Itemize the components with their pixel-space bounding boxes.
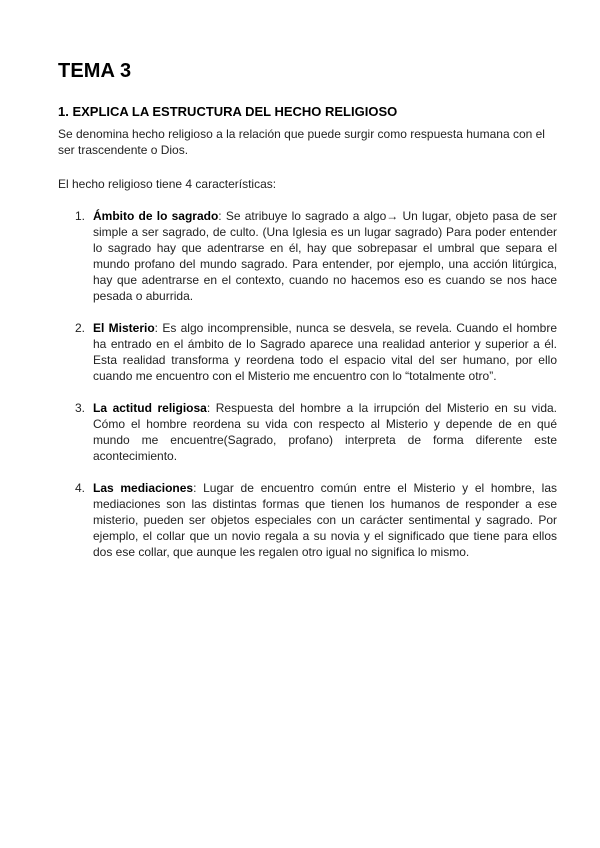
list-item-text: : Se atribuye lo sagrado a algo→ Un lugar, objeto pasa de ser simple a ser sagrado, de culto. (Una Iglesia es un lugar sagrado) Para poder entender lo sagrado hay que adentrarse en él, hay que sobrepasar el umbral que separa el mundo profano del mundo sagrado. Para entender, por ejemplo, una acción litúrgica, hay que adentrarse en el contexto, cuando no hacemos eso es cuando se nos hace pesada o aburrida. [93,209,557,303]
list-item-body [93,208,557,304]
document-title: TEMA 3 [58,60,132,82]
list-item-body [93,400,557,464]
list-item-body [93,480,557,560]
section-heading: 1. EXPLICA LA ESTRUCTURA DEL HECHO RELIGIOSO [58,104,398,119]
intro-paragraph: Se denomina hecho religioso a la relación que puede surgir como respuesta humana con el ser trascendente o Dios. [58,127,545,157]
list-item-text: : Es algo incomprensible, nunca se desvela, se revela. Cuando el hombre ha entrado en el ámbito de lo Sagrado aparece una realidad anterior y superior a él. Esta realidad transforma y reordena todo el espacio vital del ser humano, por ello cuando me encuentro con el Misterio me encuentro con lo “totalmente otro”. [93,321,558,383]
list-item-body [93,320,557,384]
list-item-number: 4. [75,481,86,495]
list-item-number: 2. [75,321,86,335]
list-item-mediaciones [75,480,557,560]
list-item-number: 1. [75,209,86,223]
list-item-term: El Misterio [93,321,155,335]
list-item-text: : Lugar de encuentro común entre el Misterio y el hombre, las mediaciones son las distintas formas que tienen los humanos de responder a ese misterio, pueden ser objetos especiales con un carácter sentimental y sagrado. Por ejemplo, el collar que un novio regala a su novia y el significado que tiene para ellos dos ese collar, que aunque les regalen otro igual no significa lo mismo. [93,481,557,559]
list-item-term: Ámbito de lo sagrado [93,209,219,223]
list-item-term: La actitud religiosa [93,401,207,415]
list-item-misterio [75,320,557,384]
list-item-term: Las mediaciones [93,481,194,495]
list-item-number: 3. [75,401,86,415]
list-lead-paragraph: El hecho religioso tiene 4 características: [58,177,277,191]
list-item-actitud-religiosa [75,400,557,464]
list-item-ambito-sagrado [75,208,557,304]
list-item-text: : Respuesta del hombre a la irrupción del Misterio en su vida. Cómo el hombre reordena su vida con respecto al Misterio y depende de en qué mundo me encuentre(Sagrado, profano) interpreta de forma diferente este acontecimiento. [93,401,558,463]
